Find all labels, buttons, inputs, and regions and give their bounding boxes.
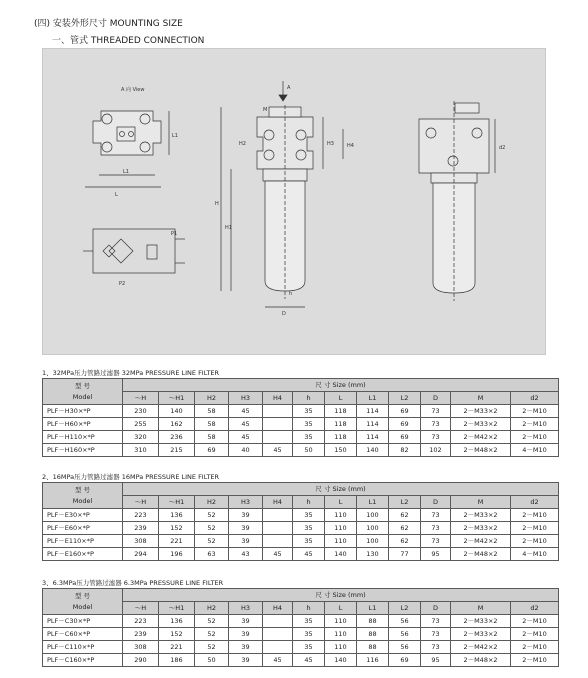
table-row [43,522,559,535]
value-cell: 45 [263,444,293,457]
value-cell: 308 [123,641,159,654]
value-cell: 118 [325,418,357,431]
value-cell: 35 [293,509,325,522]
model-cell: PLF－H110×*P [43,431,123,444]
col-header: H4 [263,496,293,509]
value-cell [263,615,293,628]
value-cell: 2－M48×2 [451,444,511,457]
value-cell: 162 [159,418,195,431]
value-cell: 140 [159,405,195,418]
dim-h1-label: H1 [225,225,232,231]
value-cell: 2－M10 [511,509,559,522]
value-cell: 2－M48×2 [451,548,511,561]
value-cell: 100 [357,509,389,522]
value-cell: 95 [421,654,451,667]
model-cell: PLF－C60×*P [43,628,123,641]
value-cell: 35 [293,418,325,431]
model-header: 型 号 Model [43,379,123,405]
value-cell: 2－M33×2 [451,522,511,535]
value-cell [263,431,293,444]
table-row [43,548,559,561]
value-cell: 35 [293,615,325,628]
col-header: d2 [511,496,559,509]
value-cell: 73 [421,628,451,641]
value-cell: 58 [195,431,229,444]
col-header: D [421,392,451,405]
value-cell: 35 [293,522,325,535]
col-header: H4 [263,392,293,405]
value-cell: 39 [229,641,263,654]
value-cell: 114 [357,418,389,431]
value-cell: 82 [389,444,421,457]
value-cell: 73 [421,641,451,654]
model-cell: PLF－E110×*P [43,535,123,548]
port-p1-label: P1 [171,231,178,237]
model-cell: PLF－E60×*P [43,522,123,535]
value-cell: 140 [325,654,357,667]
value-cell: 69 [389,654,421,667]
mounting-drawing [42,48,546,355]
col-header: D [421,496,451,509]
value-cell: 118 [325,431,357,444]
col-header: h [293,392,325,405]
front-view [215,81,354,317]
col-header: L2 [389,392,421,405]
value-cell: 223 [123,509,159,522]
value-cell: 45 [229,431,263,444]
col-header: H3 [229,392,263,405]
value-cell: 58 [195,418,229,431]
dim-h-small-label: h [289,291,293,297]
value-cell: 73 [421,615,451,628]
value-cell: 2－M48×2 [451,654,511,667]
value-cell: 308 [123,535,159,548]
value-cell: 35 [293,535,325,548]
value-cell: 110 [325,615,357,628]
col-header: H2 [195,392,229,405]
col-header: ～H1 [159,602,195,615]
value-cell: 39 [229,615,263,628]
port-p2-label: P2 [119,281,126,287]
value-cell: 73 [421,509,451,522]
model-cell: PLF－E160×*P [43,548,123,561]
col-header: ～H [123,392,159,405]
value-cell: 69 [389,418,421,431]
value-cell: 320 [123,431,159,444]
col-header: d2 [511,602,559,615]
value-cell: 186 [159,654,195,667]
value-cell: 39 [229,509,263,522]
top-arrow-label: A [287,85,291,91]
table-row [43,509,559,522]
model-cell: PLF－E30×*P [43,509,123,522]
table-row [43,444,559,457]
value-cell: 39 [229,535,263,548]
col-header: d2 [511,392,559,405]
value-cell: 58 [195,405,229,418]
value-cell: 2－M10 [511,405,559,418]
section-heading: (四) 安装外形尺寸 MOUNTING SIZE [34,19,183,29]
hydraulic-symbol [83,229,185,287]
col-header: L1 [357,496,389,509]
value-cell [263,522,293,535]
value-cell: 102 [421,444,451,457]
value-cell: 215 [159,444,195,457]
value-cell: 294 [123,548,159,561]
value-cell: 118 [325,405,357,418]
col-header: H3 [229,496,263,509]
model-cell: PLF－H160×*P [43,444,123,457]
value-cell [263,509,293,522]
value-cell: 2－M10 [511,654,559,667]
col-header: D [421,602,451,615]
value-cell: 73 [421,418,451,431]
table3-title: 3、6.3MPa压力管路过滤器 6.3MPa PRESSURE LINE FILTER [42,579,224,587]
value-cell: 56 [389,615,421,628]
subsection-heading: 一、管式 THREADED CONNECTION [52,36,205,46]
value-cell: 255 [123,418,159,431]
value-cell: 45 [263,548,293,561]
value-cell: 150 [325,444,357,457]
col-header: L2 [389,496,421,509]
value-cell: 45 [293,654,325,667]
table-row [43,654,559,667]
value-cell: 2－M42×2 [451,641,511,654]
value-cell: 136 [159,615,195,628]
value-cell: 114 [357,431,389,444]
value-cell: 2－M10 [511,418,559,431]
value-cell: 69 [389,431,421,444]
value-cell: 39 [229,522,263,535]
col-header: H3 [229,602,263,615]
value-cell: 140 [357,444,389,457]
dim-h-label: H [215,201,219,207]
view-a-label: A 向 View [121,87,145,93]
value-cell: 136 [159,509,195,522]
value-cell: 100 [357,535,389,548]
col-header: ～H [123,496,159,509]
value-cell: 116 [357,654,389,667]
value-cell: 35 [293,641,325,654]
value-cell: 152 [159,628,195,641]
value-cell: 52 [195,522,229,535]
value-cell: 39 [229,654,263,667]
table3 [42,588,559,667]
value-cell: 100 [357,522,389,535]
value-cell: 2－M10 [511,628,559,641]
col-header: L2 [389,602,421,615]
col-header: M [451,602,511,615]
table-row [43,431,559,444]
value-cell: 77 [389,548,421,561]
col-header: L [325,602,357,615]
col-header: L1 [357,392,389,405]
col-header: h [293,496,325,509]
value-cell: 88 [357,628,389,641]
value-cell: 62 [389,522,421,535]
value-cell: 56 [389,641,421,654]
value-cell: 2－M33×2 [451,509,511,522]
col-header: H2 [195,496,229,509]
value-cell: 2－M42×2 [451,535,511,548]
size-header: 尺 寸 Size (mm) [123,483,559,496]
value-cell: 52 [195,641,229,654]
value-cell: 73 [421,535,451,548]
col-header: L [325,392,357,405]
col-header: ～H [123,602,159,615]
dim-h2-label: H2 [239,141,246,147]
size-header: 尺 寸 Size (mm) [123,589,559,602]
value-cell: 73 [421,522,451,535]
value-cell: 2－M33×2 [451,405,511,418]
value-cell: 221 [159,641,195,654]
col-header: M [451,496,511,509]
table-row [43,641,559,654]
value-cell: 2－M10 [511,522,559,535]
value-cell: 221 [159,535,195,548]
model-header: 型 号 Model [43,589,123,615]
value-cell: 73 [421,405,451,418]
value-cell: 56 [389,628,421,641]
value-cell: 52 [195,509,229,522]
value-cell: 239 [123,522,159,535]
dim-l1-label: L1 [123,169,129,175]
value-cell: 39 [229,628,263,641]
col-header: L1 [357,602,389,615]
model-cell: PLF－H30×*P [43,405,123,418]
value-cell: 152 [159,522,195,535]
value-cell: 62 [389,509,421,522]
value-cell: 35 [293,405,325,418]
value-cell: 2－M33×2 [451,418,511,431]
value-cell: 110 [325,628,357,641]
table-row [43,535,559,548]
col-header: M [451,392,511,405]
table-row [43,418,559,431]
model-cell: PLF－C30×*P [43,615,123,628]
col-header: H2 [195,602,229,615]
value-cell: 45 [229,405,263,418]
value-cell: 88 [357,641,389,654]
col-header: H4 [263,602,293,615]
value-cell: 2－M10 [511,641,559,654]
value-cell: 88 [357,615,389,628]
table-row [43,615,559,628]
value-cell: 2－M10 [511,535,559,548]
size-header: 尺 寸 Size (mm) [123,379,559,392]
value-cell: 35 [293,628,325,641]
col-header: ～H1 [159,392,195,405]
value-cell: 223 [123,615,159,628]
dim-d-label: D [282,311,286,317]
dim-m-label: M [263,107,268,113]
value-cell: 45 [263,654,293,667]
value-cell: 110 [325,522,357,535]
value-cell: 69 [195,444,229,457]
col-header: L [325,496,357,509]
top-view [85,86,178,198]
value-cell: 62 [389,535,421,548]
value-cell [263,405,293,418]
value-cell: 52 [195,535,229,548]
value-cell: 140 [325,548,357,561]
value-cell: 2－M10 [511,615,559,628]
value-cell [263,628,293,641]
value-cell: 110 [325,509,357,522]
model-header: 型 号 Model [43,483,123,509]
value-cell: 50 [195,654,229,667]
value-cell: 110 [325,535,357,548]
value-cell [263,418,293,431]
table2 [42,482,559,561]
dim-d2-label: d2 [499,145,506,151]
table-row [43,405,559,418]
col-header: h [293,602,325,615]
value-cell: 2－M42×2 [451,431,511,444]
dim-l2-label: L1 [172,133,178,139]
table-row [43,628,559,641]
value-cell: 40 [229,444,263,457]
value-cell: 50 [293,444,325,457]
model-cell: PLF－H60×*P [43,418,123,431]
model-cell: PLF－C160×*P [43,654,123,667]
value-cell: 73 [421,431,451,444]
value-cell: 52 [195,615,229,628]
drawing-svg [43,49,545,354]
model-cell: PLF－C110×*P [43,641,123,654]
value-cell: 2－M33×2 [451,615,511,628]
value-cell: 114 [357,405,389,418]
dim-l-label: L [115,192,118,198]
value-cell: 43 [229,548,263,561]
value-cell [263,641,293,654]
dim-h3-label: H3 [327,141,334,147]
value-cell: 45 [293,548,325,561]
value-cell: 130 [357,548,389,561]
table1 [42,378,559,457]
value-cell: 196 [159,548,195,561]
value-cell: 45 [229,418,263,431]
value-cell: 2－M33×2 [451,628,511,641]
value-cell: 290 [123,654,159,667]
col-header: ～H1 [159,496,195,509]
value-cell: 236 [159,431,195,444]
value-cell: 230 [123,405,159,418]
value-cell: 239 [123,628,159,641]
value-cell: 35 [293,431,325,444]
value-cell: 95 [421,548,451,561]
side-view [419,101,505,301]
value-cell: 52 [195,628,229,641]
table2-title: 2、16MPa压力管路过滤器 16MPa PRESSURE LINE FILTER [42,473,220,481]
value-cell: 69 [389,405,421,418]
table1-title: 1、32MPa压力管路过滤器 32MPa PRESSURE LINE FILTER [42,369,220,377]
dim-h4-label: H4 [347,143,354,149]
value-cell: 4－M10 [511,444,559,457]
value-cell: 63 [195,548,229,561]
value-cell: 310 [123,444,159,457]
value-cell: 110 [325,641,357,654]
value-cell [263,535,293,548]
value-cell: 4－M10 [511,548,559,561]
value-cell: 2－M10 [511,431,559,444]
